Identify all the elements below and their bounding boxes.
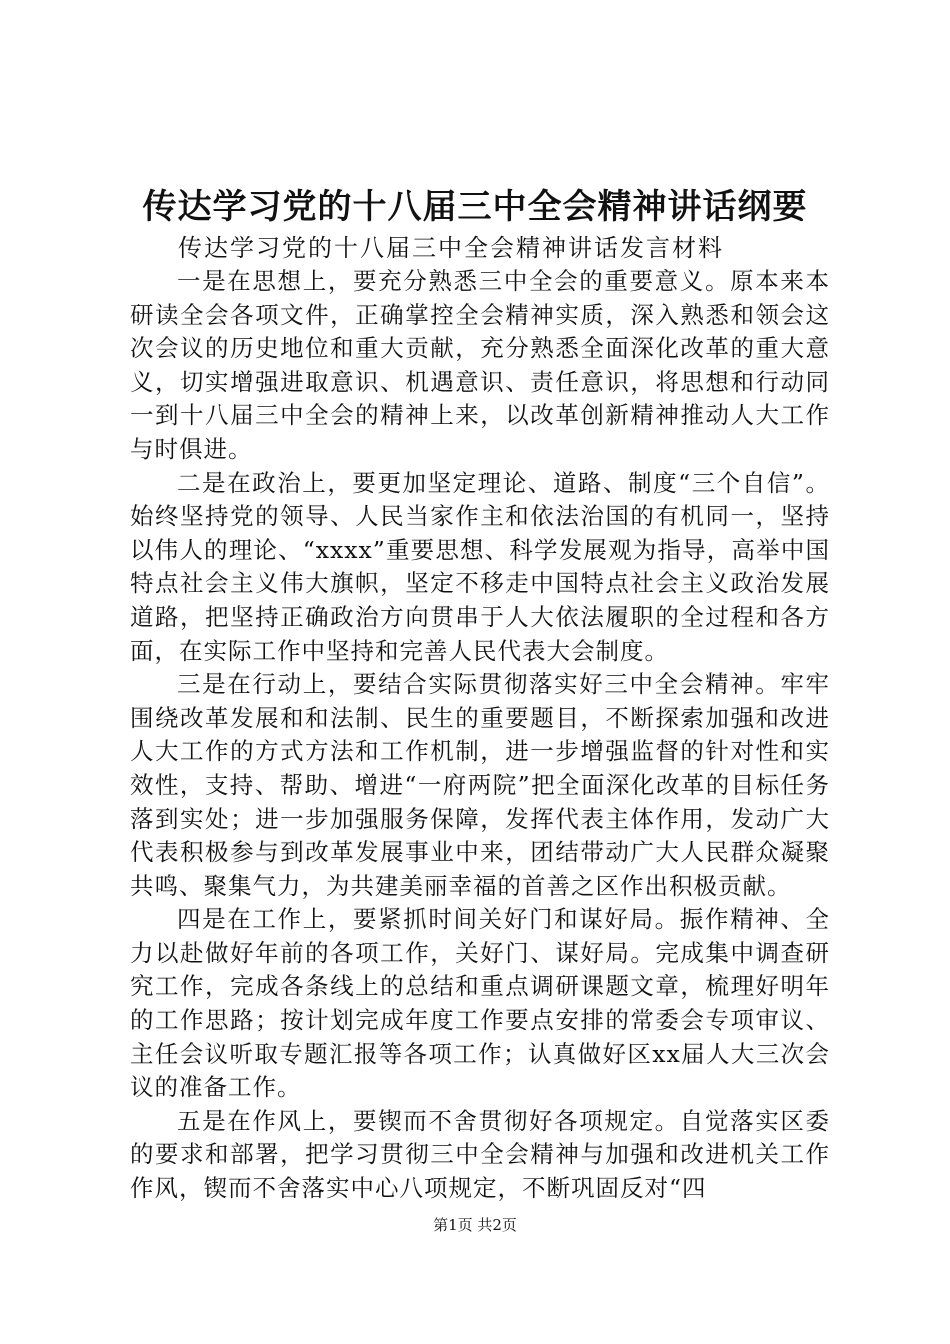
document-title: 传达学习党的十八届三中全会精神讲话纲要 xyxy=(142,187,808,227)
paragraph-1: 一是在思想上，要充分熟悉三中全会的重要意义。原本来本研读全会各项文件，正确掌控全会精神实质，深入熟悉和领会这次会议的历史地位和重大贡献，充分熟悉全面深化改革的重大意义，切实增强进取意识、机遇意识、责任意识，将思想和行动同一到十八届三中全会的精神上来，以改革创新精神推动人大工作与时俱进。 xyxy=(130,267,830,463)
paragraph-2: 二是在政治上，要更加坚定理论、道路、制度“三个自信”。始终坚持党的领导、人民当家作主和依法治国的有机同一，坚持以伟人的理论、“xxxx”重要思想、科学发展观为指导，高举中国特点社会主义伟大旗帜，坚定不移走中国特点社会主义政治发展道路，把坚持正确政治方向贯串于人大依法履职的全过程和各方面，在实际工作中坚持和完善人民代表大会制度。 xyxy=(130,468,830,665)
page-footer: 第1页 共2页 xyxy=(433,1216,517,1234)
paragraph-3: 三是在行动上，要结合实际贯彻落实好三中全会精神。牢牢围绕改革发展和和法制、民生的重要题目，不断探索加强和改进人大工作的方式方法和工作机制，进一步增强监督的针对性和实效性，支持、帮助、增进“一府两院”把全面深化改革的目标任务落到实处；进一步加强服务保障，发挥代表主体作用，发动广大代表积极参与到改革发展事业中来，团结带动广大人民群众凝聚共鸣、聚集气力，为共建美丽幸福的首善之区作出积极贡献。 xyxy=(130,670,830,900)
paragraph-4: 四是在工作上，要紧抓时间关好门和谋好局。振作精神、全力以赴做好年前的各项工作，关好门、谋好局。完成集中调查研究工作，完成各条线上的总结和重点调研课题文章，梳理好明年的工作思路；按计划完成年度工作要点安排的常委会专项审议、主任会议听取专题汇报等各项工作；认真做好区xx届人大三次会议的准备工作。 xyxy=(130,905,830,1102)
document-body xyxy=(130,232,830,1206)
paragraph-5: 五是在作风上，要锲而不舍贯彻好各项规定。自觉落实区委的要求和部署，把学习贯彻三中全会精神与加强和改进机关工作作风，锲而不舍落实中心八项规定，不断巩固反对“四 xyxy=(130,1106,830,1203)
document-subtitle: 传达学习党的十八届三中全会精神讲话发言材料 xyxy=(178,234,724,262)
